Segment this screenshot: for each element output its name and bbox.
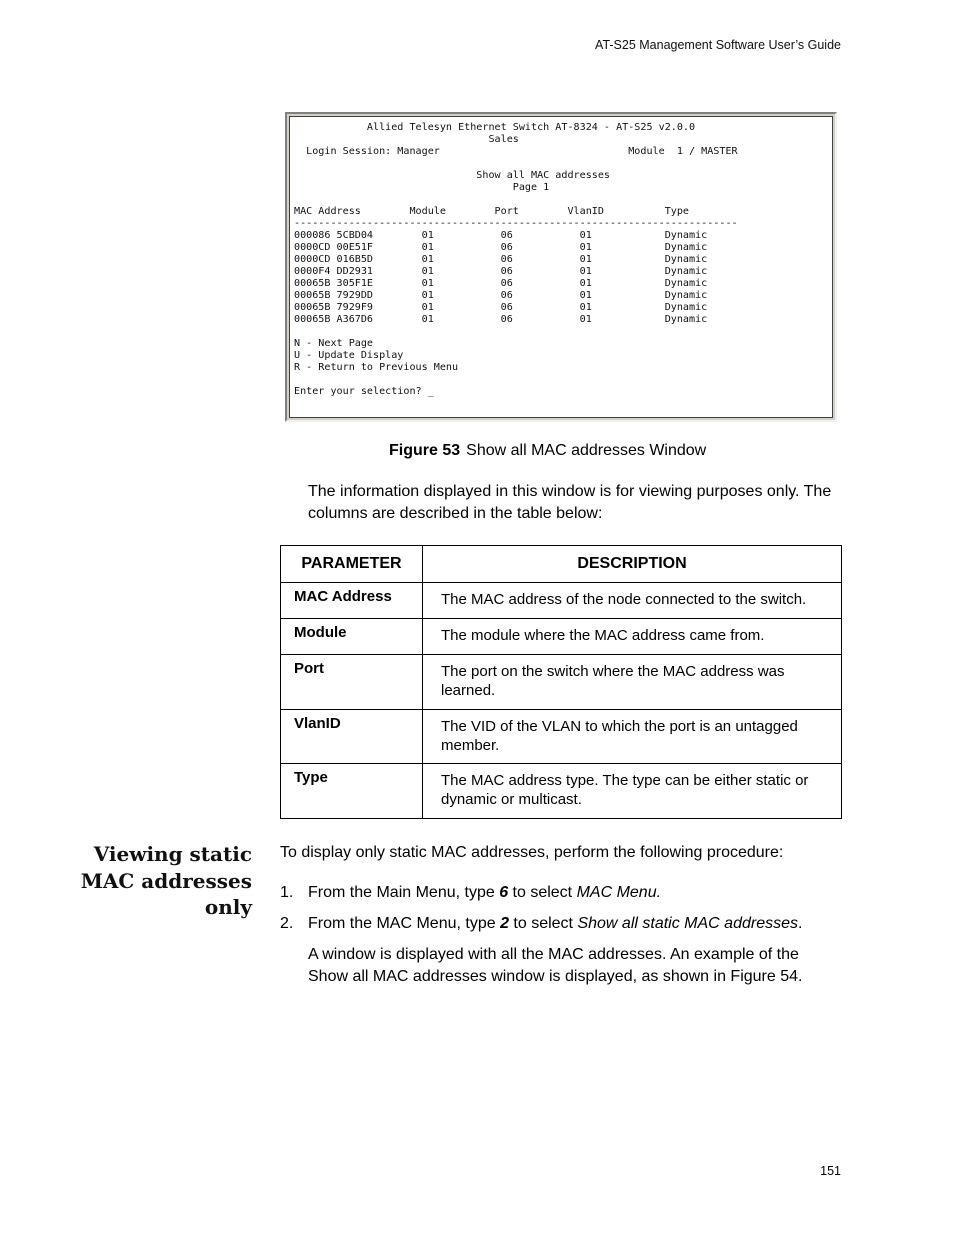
figure-title: Show all MAC addresses Window — [466, 442, 707, 459]
figure-caption — [389, 442, 706, 460]
step-key: 2 — [500, 915, 509, 932]
step-number: 2. — [280, 915, 294, 932]
table-row — [281, 710, 842, 764]
step-number: 1. — [280, 884, 294, 901]
param-name: MAC Address — [281, 583, 423, 619]
param-name: Module — [281, 619, 423, 655]
terminal-screen — [289, 116, 833, 418]
section-heading-line: Viewing static — [93, 842, 252, 866]
procedure-intro: To display only static MAC addresses, perform the following procedure: — [280, 844, 784, 861]
step-text: From the MAC Menu, type 2 to select Show all static MAC addresses. — [308, 915, 803, 932]
table-row — [281, 764, 842, 819]
terminal-window-figure — [285, 112, 837, 422]
section-heading — [81, 841, 252, 921]
terminal-output: Allied Telesyn Ethernet Switch AT-8324 - AT-S25 v2.0.0 Sales Login Session: Manager Module 1 / MASTER Show all MAC addresses Page 1 MAC Address Module Port VlanID Type ------------------------------------------------------------------------- 000086 5CBD04 01 06 01 Dynamic 0000CD 00E51F 01 06 01 Dynamic 0000CD 016B5D 01 06 01 Dynamic 0000F4 DD2931 01 06 01 Dynamic 00065B 305F1E 01 06 01 Dynamic 00065B 7929DD 01 06 01 Dynamic 00065B 7929F9 01 06 01 Dynamic 00065B A367D6 01 06 01 Dynamic N - Next Page U - Update Display R - Return to Previous Menu Enter your selection? _ — [294, 122, 738, 397]
figure-number: Figure 53 — [389, 442, 461, 459]
step-target: MAC Menu. — [576, 884, 662, 901]
step-key: 6 — [499, 884, 509, 901]
param-name: Type — [281, 764, 423, 819]
table-row — [281, 619, 842, 655]
table-header-row — [281, 546, 842, 583]
param-name: Port — [281, 655, 423, 710]
section-heading-line: only — [204, 895, 252, 919]
step-target: Show all static MAC addresses — [577, 915, 798, 932]
header-description: DESCRIPTION — [423, 546, 842, 583]
page-number: 151 — [820, 1164, 841, 1178]
header-parameter: PARAMETER — [281, 546, 423, 583]
table-row — [281, 583, 842, 619]
param-description: The port on the switch where the MAC address was learned. — [423, 655, 842, 710]
parameter-table — [280, 545, 842, 819]
running-header: AT-S25 Management Software User’s Guide — [595, 38, 841, 52]
param-description: The MAC address of the node connected to the switch. — [423, 583, 842, 619]
param-description: The VID of the VLAN to which the port is an untagged member. — [423, 710, 842, 764]
param-description: The module where the MAC address came from. — [423, 619, 842, 655]
step-text: From the Main Menu, type 6 to select MAC Menu. — [308, 884, 662, 901]
section-heading-line: MAC addresses — [80, 868, 252, 893]
table-row — [281, 655, 842, 710]
intro-paragraph: The information displayed in this window is for viewing purposes only. The columns are described in the table below: — [308, 483, 832, 522]
result-paragraph: A window is displayed with all the MAC addresses. An example of the Show all MAC addresses window is displayed, as shown in Figure 54. — [308, 946, 803, 985]
param-description: The MAC address type. The type can be either static or dynamic or multicast. — [423, 764, 842, 819]
param-name: VlanID — [281, 710, 423, 764]
